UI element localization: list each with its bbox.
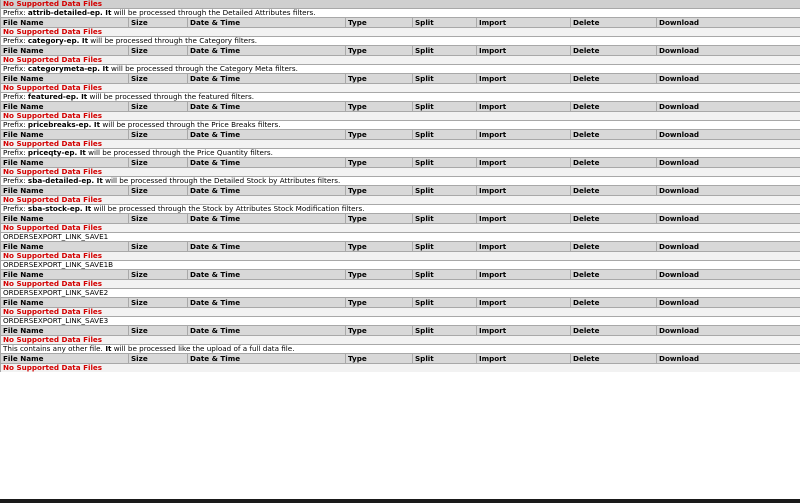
no-files-message: No Supported Data Files: [1, 280, 800, 289]
column-header-delete: Delete: [571, 242, 657, 252]
column-header-file-name: File Name: [1, 186, 129, 196]
column-header-type: Type: [346, 214, 413, 224]
column-header-delete: Delete: [571, 130, 657, 140]
column-header-date-time: Date & Time: [188, 354, 346, 364]
prefix-label: Prefix:: [3, 64, 28, 73]
column-header-delete: Delete: [571, 270, 657, 280]
column-header-import: Import: [477, 242, 571, 252]
column-header-row: [1, 326, 800, 336]
column-header-type: Type: [346, 74, 413, 84]
no-files-message: No Supported Data Files: [1, 112, 800, 121]
prefix-rest: will be processed through the Category Meta filters.: [108, 64, 298, 73]
column-header-row: [1, 130, 800, 140]
column-header-size: Size: [129, 214, 188, 224]
prefix-row: [1, 9, 800, 18]
column-header-size: Size: [129, 158, 188, 168]
column-header-type: Type: [346, 354, 413, 364]
column-header-split: Split: [413, 46, 477, 56]
no-files-message: No Supported Data Files: [1, 28, 800, 37]
prefix-label: Prefix:: [3, 204, 28, 213]
column-header-split: Split: [413, 298, 477, 308]
column-header-download: Download: [657, 130, 800, 140]
prefix-description: [1, 121, 800, 130]
prefix-rest: will be processed through the Price Quantity filters.: [85, 148, 273, 157]
no-files-message: No Supported Data Files: [1, 84, 800, 93]
column-header-size: Size: [129, 102, 188, 112]
no-files-row: [1, 196, 800, 205]
prefix-name: category-ep.: [27, 36, 80, 45]
column-header-type: Type: [346, 102, 413, 112]
prefix-label: ORDERSEXPORT_LINK_SAVE2: [3, 288, 109, 297]
column-header-delete: Delete: [571, 326, 657, 336]
prefix-label: Prefix:: [3, 8, 28, 17]
prefix-row: [1, 261, 800, 270]
prefix-description: [1, 9, 800, 18]
no-files-row: [1, 84, 800, 93]
prefix-it: It: [77, 148, 86, 157]
column-header-download: Download: [657, 270, 800, 280]
no-files-row: [1, 28, 800, 37]
column-header-download: Download: [657, 158, 800, 168]
column-header-date-time: Date & Time: [188, 270, 346, 280]
column-header-file-name: File Name: [1, 270, 129, 280]
prefix-rest: will be processed through the Detailed Stock by Attributes filters.: [102, 176, 341, 185]
column-header-date-time: Date & Time: [188, 326, 346, 336]
prefix-description: [1, 149, 800, 158]
no-files-message: No Supported Data Files: [1, 0, 800, 9]
column-header-size: Size: [129, 18, 188, 28]
column-header-type: Type: [346, 270, 413, 280]
prefix-label: Prefix:: [3, 120, 28, 129]
prefix-rest: will be processed like the upload of a full data file.: [111, 344, 295, 353]
column-header-import: Import: [477, 158, 571, 168]
column-header-download: Download: [657, 214, 800, 224]
prefix-label: Prefix:: [3, 92, 28, 101]
column-header-split: Split: [413, 158, 477, 168]
prefix-description: [1, 233, 800, 242]
column-header-date-time: Date & Time: [188, 158, 346, 168]
column-header-import: Import: [477, 270, 571, 280]
column-header-split: Split: [413, 214, 477, 224]
no-files-message: No Supported Data Files: [1, 56, 800, 65]
column-header-delete: Delete: [571, 354, 657, 364]
column-header-row: [1, 74, 800, 84]
prefix-row: [1, 65, 800, 74]
column-header-delete: Delete: [571, 46, 657, 56]
prefix-row: [1, 121, 800, 130]
column-header-size: Size: [129, 130, 188, 140]
no-files-message: No Supported Data Files: [1, 308, 800, 317]
prefix-label: Prefix:: [3, 36, 28, 45]
column-header-date-time: Date & Time: [188, 102, 346, 112]
prefix-description: [1, 261, 800, 270]
column-header-file-name: File Name: [1, 18, 129, 28]
column-header-import: Import: [477, 46, 571, 56]
column-header-import: Import: [477, 102, 571, 112]
column-header-date-time: Date & Time: [188, 242, 346, 252]
column-header-type: Type: [346, 186, 413, 196]
prefix-it: It: [102, 344, 112, 353]
column-header-download: Download: [657, 186, 800, 196]
no-files-row: [1, 112, 800, 121]
column-header-split: Split: [413, 186, 477, 196]
prefix-description: [1, 317, 800, 326]
prefix-row: [1, 317, 800, 326]
column-header-size: Size: [129, 186, 188, 196]
column-header-delete: Delete: [571, 298, 657, 308]
column-header-size: Size: [129, 74, 188, 84]
no-files-row: [1, 252, 800, 261]
column-header-delete: Delete: [571, 74, 657, 84]
prefix-description: [1, 345, 800, 354]
prefix-row: [1, 205, 800, 214]
column-header-row: [1, 186, 800, 196]
prefix-label: ORDERSEXPORT_LINK_SAVE3: [3, 316, 109, 325]
column-header-date-time: Date & Time: [188, 214, 346, 224]
prefix-name: pricebreaks-ep.: [27, 120, 92, 129]
prefix-name: featured-ep.: [27, 92, 79, 101]
column-header-type: Type: [346, 298, 413, 308]
prefix-rest: will be processed through the Stock by Attributes Stock Modification filters.: [91, 204, 365, 213]
column-header-row: [1, 46, 800, 56]
column-header-size: Size: [129, 298, 188, 308]
column-header-file-name: File Name: [1, 130, 129, 140]
prefix-name: attrib-detailed-ep.: [27, 8, 103, 17]
column-header-download: Download: [657, 326, 800, 336]
no-files-message: No Supported Data Files: [1, 252, 800, 261]
no-files-message: No Supported Data Files: [1, 140, 800, 149]
column-header-split: Split: [413, 18, 477, 28]
column-header-split: Split: [413, 130, 477, 140]
prefix-it: It: [79, 36, 89, 45]
column-header-split: Split: [413, 326, 477, 336]
column-header-file-name: File Name: [1, 102, 129, 112]
prefix-name: sba-stock-ep.: [27, 204, 83, 213]
column-header-import: Import: [477, 298, 571, 308]
column-header-import: Import: [477, 74, 571, 84]
no-files-message: No Supported Data Files: [1, 168, 800, 177]
column-header-import: Import: [477, 326, 571, 336]
prefix-it: It: [91, 120, 101, 129]
column-header-download: Download: [657, 74, 800, 84]
column-header-download: Download: [657, 354, 800, 364]
column-header-date-time: Date & Time: [188, 298, 346, 308]
prefix-description: [1, 177, 800, 186]
prefix-name: sba-detailed-ep.: [27, 176, 95, 185]
prefix-row: [1, 345, 800, 354]
prefix-it: It: [78, 92, 88, 101]
no-files-row: [1, 280, 800, 289]
prefix-description: [1, 289, 800, 298]
column-header-size: Size: [129, 242, 188, 252]
column-header-row: [1, 18, 800, 28]
column-header-file-name: File Name: [1, 354, 129, 364]
prefix-label: This contains any other file.: [3, 344, 103, 353]
column-header-type: Type: [346, 158, 413, 168]
no-files-message: No Supported Data Files: [1, 224, 800, 233]
prefix-rest: will be processed through the Price Breaks filters.: [100, 120, 281, 129]
prefix-it: It: [94, 176, 103, 185]
prefix-label: Prefix:: [3, 176, 28, 185]
prefix-label: Prefix:: [3, 148, 28, 157]
no-files-message: No Supported Data Files: [1, 336, 800, 345]
column-header-file-name: File Name: [1, 326, 129, 336]
column-header-file-name: File Name: [1, 158, 129, 168]
column-header-split: Split: [413, 242, 477, 252]
prefix-row: [1, 149, 800, 158]
prefix-description: [1, 205, 800, 214]
column-header-import: Import: [477, 18, 571, 28]
prefix-description: [1, 93, 800, 102]
column-header-split: Split: [413, 74, 477, 84]
prefix-label: ORDERSEXPORT_LINK_SAVE1: [3, 232, 109, 241]
column-header-download: Download: [657, 102, 800, 112]
prefix-row: [1, 93, 800, 102]
prefix-description: [1, 37, 800, 46]
prefix-rest: will be processed through the Category filters.: [88, 36, 258, 45]
column-header-date-time: Date & Time: [188, 46, 346, 56]
column-header-import: Import: [477, 214, 571, 224]
column-header-type: Type: [346, 130, 413, 140]
column-header-row: [1, 354, 800, 364]
column-header-file-name: File Name: [1, 298, 129, 308]
prefix-rest: will be processed through the Detailed Attributes filters.: [111, 8, 316, 17]
column-header-size: Size: [129, 46, 188, 56]
column-header-import: Import: [477, 130, 571, 140]
column-header-import: Import: [477, 186, 571, 196]
column-header-split: Split: [413, 102, 477, 112]
no-files-row: [1, 364, 800, 373]
prefix-it: It: [102, 8, 112, 17]
column-header-delete: Delete: [571, 18, 657, 28]
column-header-row: [1, 242, 800, 252]
column-header-type: Type: [346, 326, 413, 336]
column-header-import: Import: [477, 354, 571, 364]
column-header-row: [1, 158, 800, 168]
prefix-name: categorymeta-ep.: [27, 64, 101, 73]
prefix-description: [1, 65, 800, 74]
column-header-file-name: File Name: [1, 74, 129, 84]
column-header-download: Download: [657, 18, 800, 28]
column-header-file-name: File Name: [1, 46, 129, 56]
column-header-date-time: Date & Time: [188, 130, 346, 140]
column-header-delete: Delete: [571, 186, 657, 196]
prefix-row: [1, 177, 800, 186]
no-files-message: No Supported Data Files: [1, 364, 800, 373]
no-files-row: [1, 140, 800, 149]
column-header-size: Size: [129, 326, 188, 336]
column-header-download: Download: [657, 298, 800, 308]
column-header-date-time: Date & Time: [188, 74, 346, 84]
prefix-row: [1, 289, 800, 298]
column-header-type: Type: [346, 18, 413, 28]
column-header-delete: Delete: [571, 214, 657, 224]
column-header-delete: Delete: [571, 158, 657, 168]
column-header-type: Type: [346, 46, 413, 56]
no-files-row: [1, 56, 800, 65]
prefix-row: [1, 37, 800, 46]
no-files-row: [1, 308, 800, 317]
no-files-row: [1, 336, 800, 345]
no-files-row: [1, 0, 800, 9]
prefix-name: priceqty-ep.: [27, 148, 78, 157]
prefix-rest: will be processed through the featured filters.: [87, 92, 254, 101]
column-header-row: [1, 270, 800, 280]
column-header-row: [1, 214, 800, 224]
no-files-row: [1, 168, 800, 177]
prefix-it: It: [82, 204, 92, 213]
no-files-row: [1, 224, 800, 233]
prefix-it: It: [100, 64, 109, 73]
column-header-split: Split: [413, 270, 477, 280]
prefix-row: [1, 233, 800, 242]
column-header-size: Size: [129, 270, 188, 280]
column-header-delete: Delete: [571, 102, 657, 112]
column-header-file-name: File Name: [1, 242, 129, 252]
column-header-download: Download: [657, 242, 800, 252]
column-header-row: [1, 298, 800, 308]
column-header-type: Type: [346, 242, 413, 252]
column-header-split: Split: [413, 354, 477, 364]
column-header-size: Size: [129, 354, 188, 364]
column-header-date-time: Date & Time: [188, 18, 346, 28]
footer-bar: [0, 499, 800, 503]
no-files-message: No Supported Data Files: [1, 196, 800, 205]
column-header-date-time: Date & Time: [188, 186, 346, 196]
column-header-download: Download: [657, 46, 800, 56]
column-header-row: [1, 102, 800, 112]
column-header-file-name: File Name: [1, 214, 129, 224]
prefix-label: ORDERSEXPORT_LINK_SAVE1B: [3, 260, 114, 269]
